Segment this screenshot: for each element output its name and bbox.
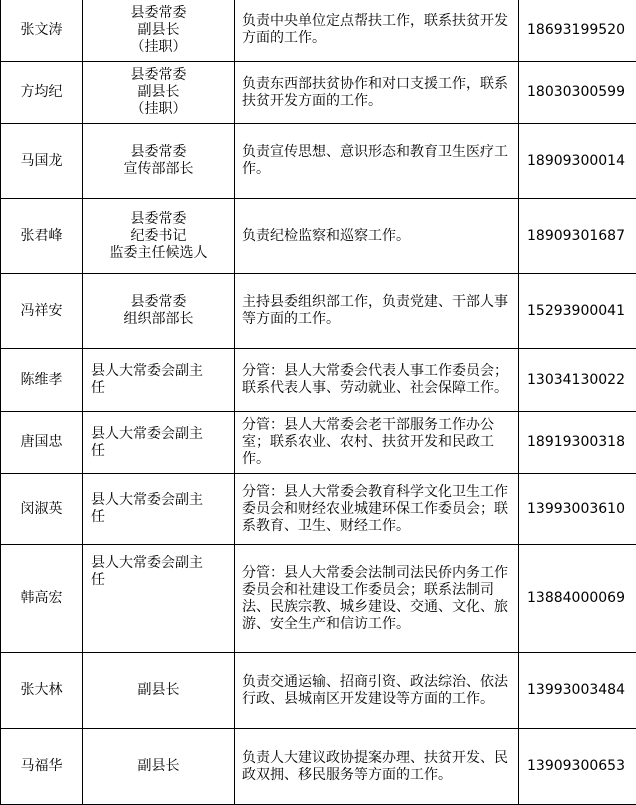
name-cell: 唐国忠	[1, 412, 83, 474]
name-cell: 韩高宏	[1, 545, 83, 653]
duty-cell: 负责中央单位定点帮扶工作，联系扶贫开发方面的工作。	[235, 0, 519, 62]
title-cell: 县委常委 副县长 （挂职）	[83, 0, 235, 62]
phone-cell: 18030300599	[519, 62, 636, 124]
duty-cell: 分管：县人大常委会老干部服务工作办公室；联系农业、农村、扶贫开发和民政工作。	[235, 412, 519, 474]
phone-cell: 13993003610	[519, 474, 636, 545]
name-cell: 闵淑英	[1, 474, 83, 545]
title-cell: 县人大常委会副主 任	[83, 474, 235, 545]
phone-cell: 13993003484	[519, 653, 636, 729]
duty-cell: 主持县委组织部工作，负责党建、干部人事等方面的工作。	[235, 274, 519, 349]
table-row	[1, 474, 636, 545]
duty-cell: 分管：县人大常委会教育科学文化卫生工作委员会和财经农业城建环保工作委员会；联系教育、卫生、财经工作。	[235, 474, 519, 545]
duty-cell: 负责交通运输、招商引资、政法综治、依法行政、县城南区开发建设等方面的工作。	[235, 653, 519, 729]
title-cell: 县委常委 纪委书记 监委主任候选人	[83, 199, 235, 274]
phone-cell: 13909300653	[519, 729, 636, 805]
title-cell: 县委常委 副县长 （挂职）	[83, 62, 235, 124]
duty-cell: 负责人大建议政协提案办理、扶贫开发、民政双拥、移民服务等方面的工作。	[235, 729, 519, 805]
phone-cell: 18909300014	[519, 124, 636, 199]
name-cell: 张大林	[1, 653, 83, 729]
phone-cell: 18909301687	[519, 199, 636, 274]
phone-cell: 15293900041	[519, 274, 636, 349]
title-cell: 县委常委 组织部部长	[83, 274, 235, 349]
table-row	[1, 349, 636, 412]
phone-cell: 18919300318	[519, 412, 636, 474]
duty-cell: 负责纪检监察和巡察工作。	[235, 199, 519, 274]
title-cell: 县人大常委会副主 任	[83, 412, 235, 474]
table-row	[1, 0, 636, 62]
title-cell: 县人大常委会副主 任	[83, 349, 235, 412]
title-cell: 县人大常委会副主 任	[83, 545, 235, 653]
name-cell: 马福华	[1, 729, 83, 805]
table-row	[1, 199, 636, 274]
table-row	[1, 124, 636, 199]
name-cell: 张文涛	[1, 0, 83, 62]
name-cell: 马国龙	[1, 124, 83, 199]
name-cell: 冯祥安	[1, 274, 83, 349]
phone-cell: 13034130022	[519, 349, 636, 412]
table-row	[1, 412, 636, 474]
name-cell: 陈维孝	[1, 349, 83, 412]
name-cell: 张君峰	[1, 199, 83, 274]
duty-cell: 分管：县人大常委会法制司法民侨内务工作委员会和社建设工作委员会；联系法制司法、民族宗教、城乡建设、交通、文化、旅游、安全生产和信访工作。	[235, 545, 519, 653]
duty-cell: 负责东西部扶贫协作和对口支援工作，联系扶贫开发方面的工作。	[235, 62, 519, 124]
table-row	[1, 274, 636, 349]
table-row	[1, 545, 636, 653]
title-cell: 副县长	[83, 653, 235, 729]
duty-cell: 分管：县人大常委会代表人事工作委员会；联系代表人事、劳动就业、社会保障工作。	[235, 349, 519, 412]
table-row	[1, 653, 636, 729]
phone-cell: 18693199520	[519, 0, 636, 62]
name-cell: 方均纪	[1, 62, 83, 124]
phone-cell: 13884000069	[519, 545, 636, 653]
title-cell: 县委常委 宣传部部长	[83, 124, 235, 199]
duty-cell: 负责宣传思想、意识形态和教育卫生医疗工作。	[235, 124, 519, 199]
title-cell: 副县长	[83, 729, 235, 805]
table-row	[1, 729, 636, 805]
table-row	[1, 62, 636, 124]
